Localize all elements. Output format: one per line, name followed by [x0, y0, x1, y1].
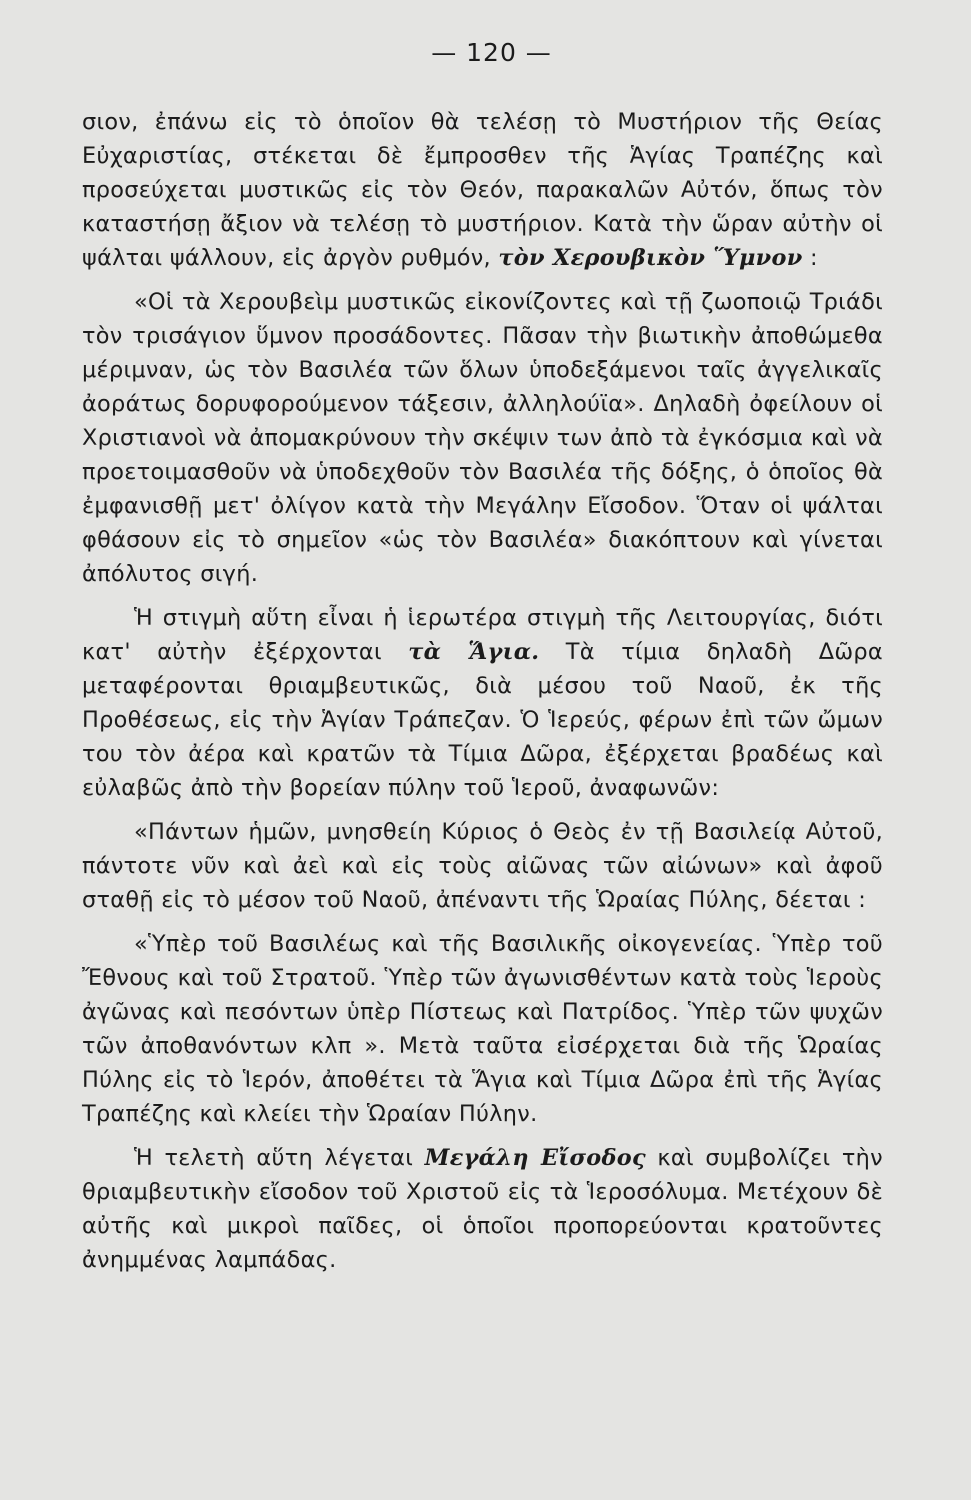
paragraph-cherubic-hymn — [82, 285, 883, 591]
paragraph-holy-gifts — [82, 601, 883, 805]
paragraph-text: «Ὑπὲρ τοῦ Βασιλέως καὶ τῆς Βασιλικῆς οἰκογενείας. Ὑπὲρ τοῦ Ἔθνους καὶ τοῦ Στρατοῦ. Ὑπὲρ τῶν ἀγωνισθέντων κατὰ τοὺς Ἱεροὺς ἀγῶνας καὶ πεσόντων ὑπὲρ Πίστεως καὶ Πατρίδος. Ὑπὲρ τῶν ψυχῶν τῶν ἀποθανόντων κλπ ». Μετὰ ταῦτα εἰσέρχεται διὰ τῆς Ὡραίας Πύλης εἰς τὸ Ἱερόν, ἀποθέτει τὰ Ἅγια καὶ Τίμια Δῶρα ἐπὶ τῆς Ἁγίας Τραπέζης καὶ κλείει τὴν Ὡραίαν Πύλην. — [82, 931, 883, 1127]
body-text — [82, 105, 883, 1277]
emphasized-term: τὸν Χερουβικὸν Ὕμνον — [498, 245, 803, 271]
paragraph-text: «Πάντων ἡμῶν, μνησθείη Κύριος ὁ Θεὸς ἐν τῇ Βασιλείᾳ Αὐτοῦ, πάντοτε νῦν καὶ ἀεὶ καὶ εἰς τοὺς αἰῶνας τῶν αἰώνων» καὶ ἀφοῦ σταθῇ εἰς τὸ μέσον τοῦ Ναοῦ, ἀπέναντι τῆς Ὡραίας Πύλης, δέεται : — [82, 819, 883, 913]
paragraph-great-entrance — [82, 1141, 883, 1277]
paragraph-text-after: καὶ συμβολίζει τὴν θριαμβευτικὴν εἴσοδον τοῦ Χριστοῦ εἰς τὰ Ἱεροσόλυμα. Μετέχουν δὲ αὐτῆς καὶ μικροὶ παῖδες, οἱ ὁποῖοι προπορεύονται κρατοῦντες ἀνημμένας λαμπάδας. — [82, 1145, 883, 1273]
emphasized-term: τὰ Ἅγια. — [408, 639, 540, 665]
paragraph-text-after: Τὰ τίμια δηλαδὴ Δῶρα μεταφέρονται θριαμβευτικῶς, διὰ μέσου τοῦ Ναοῦ, ἐκ τῆς Προθέσεως, εἰς τὴν Ἁγίαν Τράπεζαν. Ὁ Ἱερεύς, φέρων ἐπὶ τῶν ὤμων του τὸν ἀέρα καὶ κρατῶν τὰ Τίμια Δῶρα, ἐξέρχεται βραδέως καὶ εὐλαβῶς ἀπὸ τὴν βορείαν πύλην τοῦ Ἱεροῦ, ἀναφωνῶν: — [82, 639, 883, 801]
paragraph-text: σιον, ἐπάνω εἰς τὸ ὁποῖον θὰ τελέσῃ τὸ Μυστήριον τῆς Θείας Εὐχαριστίας, στέκεται δὲ ἔμπροσθεν τῆς Ἁγίας Τραπέζης καὶ προσεύχεται μυστικῶς εἰς τὸν Θεόν, παρακαλῶν Αὐτόν, ὅπως τὸν καταστήσῃ ἄξιον νὰ τελέσῃ τὸ μυστήριον. Κατὰ τὴν ὥραν αὐτὴν οἱ ψάλται ψάλλουν, εἰς ἀργὸν ρυθμόν, — [82, 109, 883, 271]
paragraph-commemoration — [82, 815, 883, 917]
paragraph-text: Ἡ στιγμὴ αὕτη εἶναι ἡ ἱερωτέρα στιγμὴ τῆς Λειτουργίας, διότι κατ' αὐτὴν ἐξέρχονται — [82, 605, 883, 665]
paragraph-text: «Οἱ τὰ Χερουβεὶμ μυστικῶς εἰκονίζοντες καὶ τῇ ζωοποιῷ Τριάδι τὸν τρισάγιον ὕμνον προσάδοντες. Πᾶσαν τὴν βιωτικὴν ἀποθώμεθα μέριμναν, ὡς τὸν Βασιλέα τῶν ὅλων ὑποδεξάμενοι ταῖς ἀγγελικαῖς ἀοράτως δορυφορούμενον τάξεσιν, ἀλληλούϊα». Δηλαδὴ ὀφείλουν οἱ Χριστιανοὶ νὰ ἀπομακρύνουν τὴν σκέψιν των ἀπὸ τὰ ἐγκόσμια καὶ νὰ προετοιμασθοῦν νὰ ὑποδεχθοῦν τὸν Βασιλέα τῆς δόξης, ὁ ὁποῖος θὰ ἐμφανισθῇ μετ' ὀλίγον κατὰ τὴν Μεγάλην Εἴσοδον. Ὅταν οἱ ψάλται φθάσουν εἰς τὸ σημεῖον «ὡς τὸν Βασιλέα» διακόπτουν καὶ γίνεται ἀπόλυτος σιγή. — [82, 289, 883, 587]
paragraph-continued — [82, 105, 883, 275]
page-number: — 120 — — [431, 38, 552, 67]
paragraph-petitions — [82, 927, 883, 1131]
paragraph-text: Ἡ τελετὴ αὕτη λέγεται — [134, 1145, 425, 1171]
paragraph-text-after: : — [802, 245, 818, 271]
emphasized-term: Μεγάλη Εἴσοδος — [424, 1145, 646, 1171]
